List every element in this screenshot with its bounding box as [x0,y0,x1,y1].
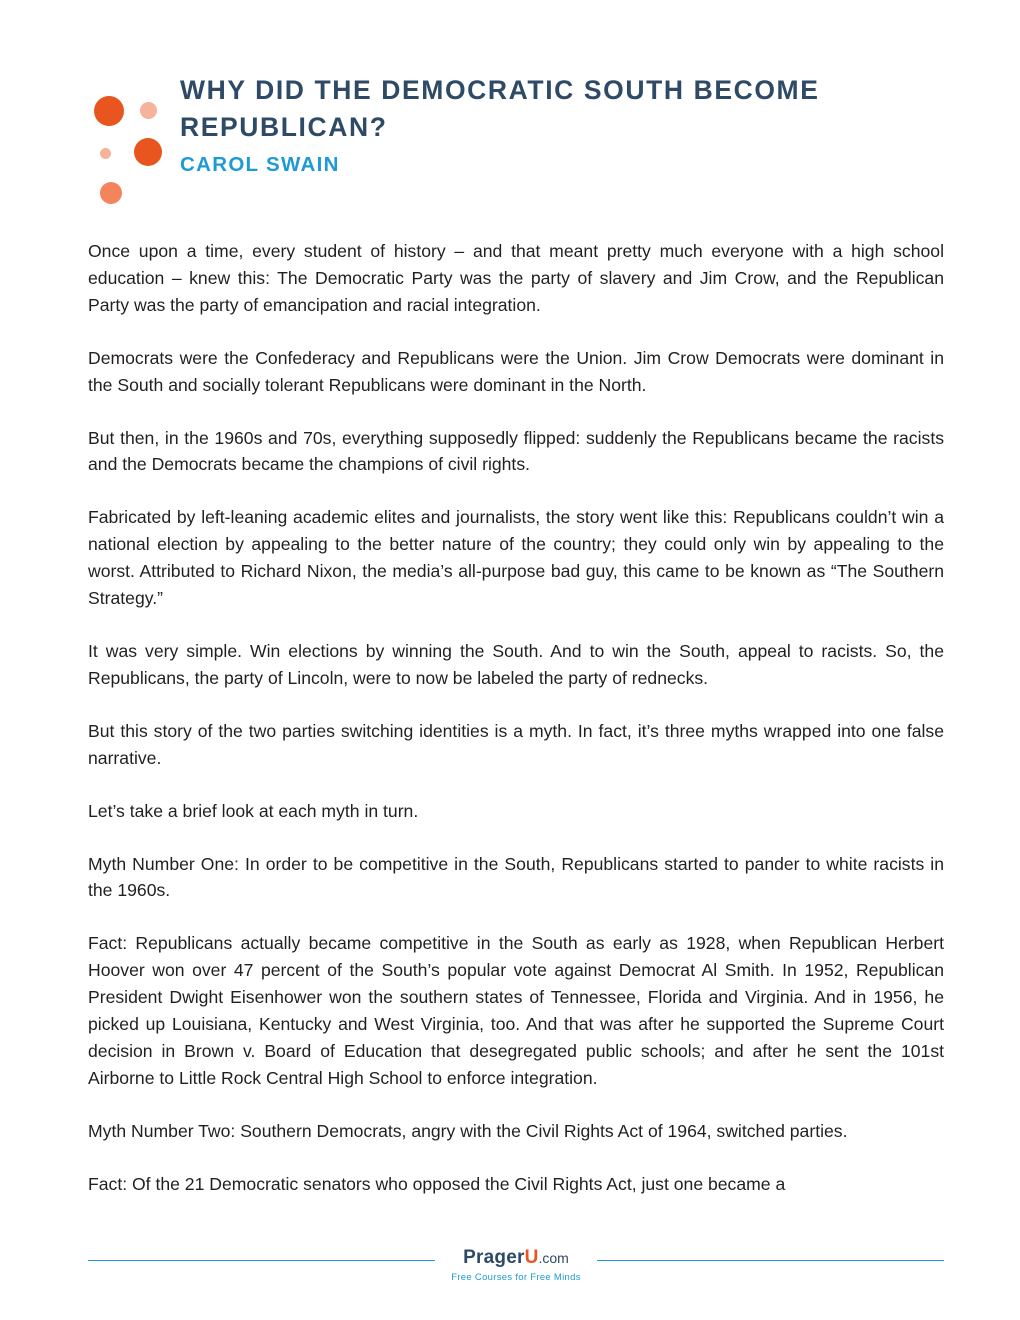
body-paragraph: Democrats were the Confederacy and Republicans were the Union. Jim Crow Democrats were dominant in the South and socially tolerant Republicans were dominant in the North. [88,347,944,395]
prageru-wordmark [435,1247,597,1283]
page-title: WHY DID THE DEMOCRATIC SOUTH BECOME REPUBLICAN? [180,75,820,142]
logo-dot-5 [100,182,122,204]
title-block [180,72,940,177]
logo-dot-1 [94,96,124,126]
author-name: CAROL SWAIN [180,153,340,177]
body-paragraph: Myth Number Two: Southern Democrats, angry with the Civil Rights Act of 1964, switched parties. [88,1120,848,1141]
body-paragraph: Fabricated by left-leaning academic elites and journalists, the story went like this: Republicans couldn’t win a national election by appealing to the better nature of the country; they could only win by appealing to the worst. Attributed to Richard Nixon, the media’s all-purpose bad guy, this came to be known as “The Southern Strategy.” [88,507,944,609]
body-paragraph: But then, in the 1960s and 70s, everything supposedly flipped: suddenly the Republicans became the racists and the Democrats became the champions of civil rights. [88,427,944,475]
brand-tagline: Free Courses for Free Minds [451,1272,581,1283]
logo-dot-3 [134,138,162,166]
brand-name-u: U [524,1247,539,1268]
body-paragraph: Let’s take a brief look at each myth in turn. [88,800,419,821]
document-header [88,72,948,202]
document-body [88,238,944,1198]
logo-dot-2 [140,102,157,119]
body-paragraph: Once upon a time, every student of history – and that meant pretty much everyone with a high school education – knew this: The Democratic Party was the party of slavery and Jim Crow, and the Republican Party was the party of emancipation and racial integration. [88,241,944,315]
body-paragraph: Myth Number One: In order to be competitive in the South, Republicans started to pander to white racists in the 1960s. [88,853,944,901]
body-paragraph: It was very simple. Win elections by winning the South. And to win the South, appeal to racists. So, the Republicans, the party of Lincoln, were to now be labeled the party of rednecks. [88,640,944,688]
body-paragraph: But this story of the two parties switching identities is a myth. In fact, it’s three myths wrapped into one false narrative. [88,720,944,768]
document-footer [88,1247,944,1294]
brand-name-prager: Prager [463,1247,525,1268]
prageru-dot-logo [88,82,168,202]
body-paragraph: Fact: Of the 21 Democratic senators who opposed the Civil Rights Act, just one became a [88,1173,786,1194]
logo-dot-4 [100,148,111,159]
brand-name-com: .com [538,1250,569,1266]
body-paragraph: Fact: Republicans actually became competitive in the South as early as 1928, when Republican Herbert Hoover won over 47 percent of the South’s popular vote against Democrat Al Smith. In 1952, Republican President Dwight Eisenhower won the southern states of Tennessee, Florida and Virginia. And in 1956, he picked up Louisiana, Kentucky and West Virginia, too. And that was after he supported the Supreme Court decision in Brown v. Board of Education that desegregated public schools; and after he sent the 101st Airborne to Little Rock Central High School to enforce integration. [88,933,944,1088]
